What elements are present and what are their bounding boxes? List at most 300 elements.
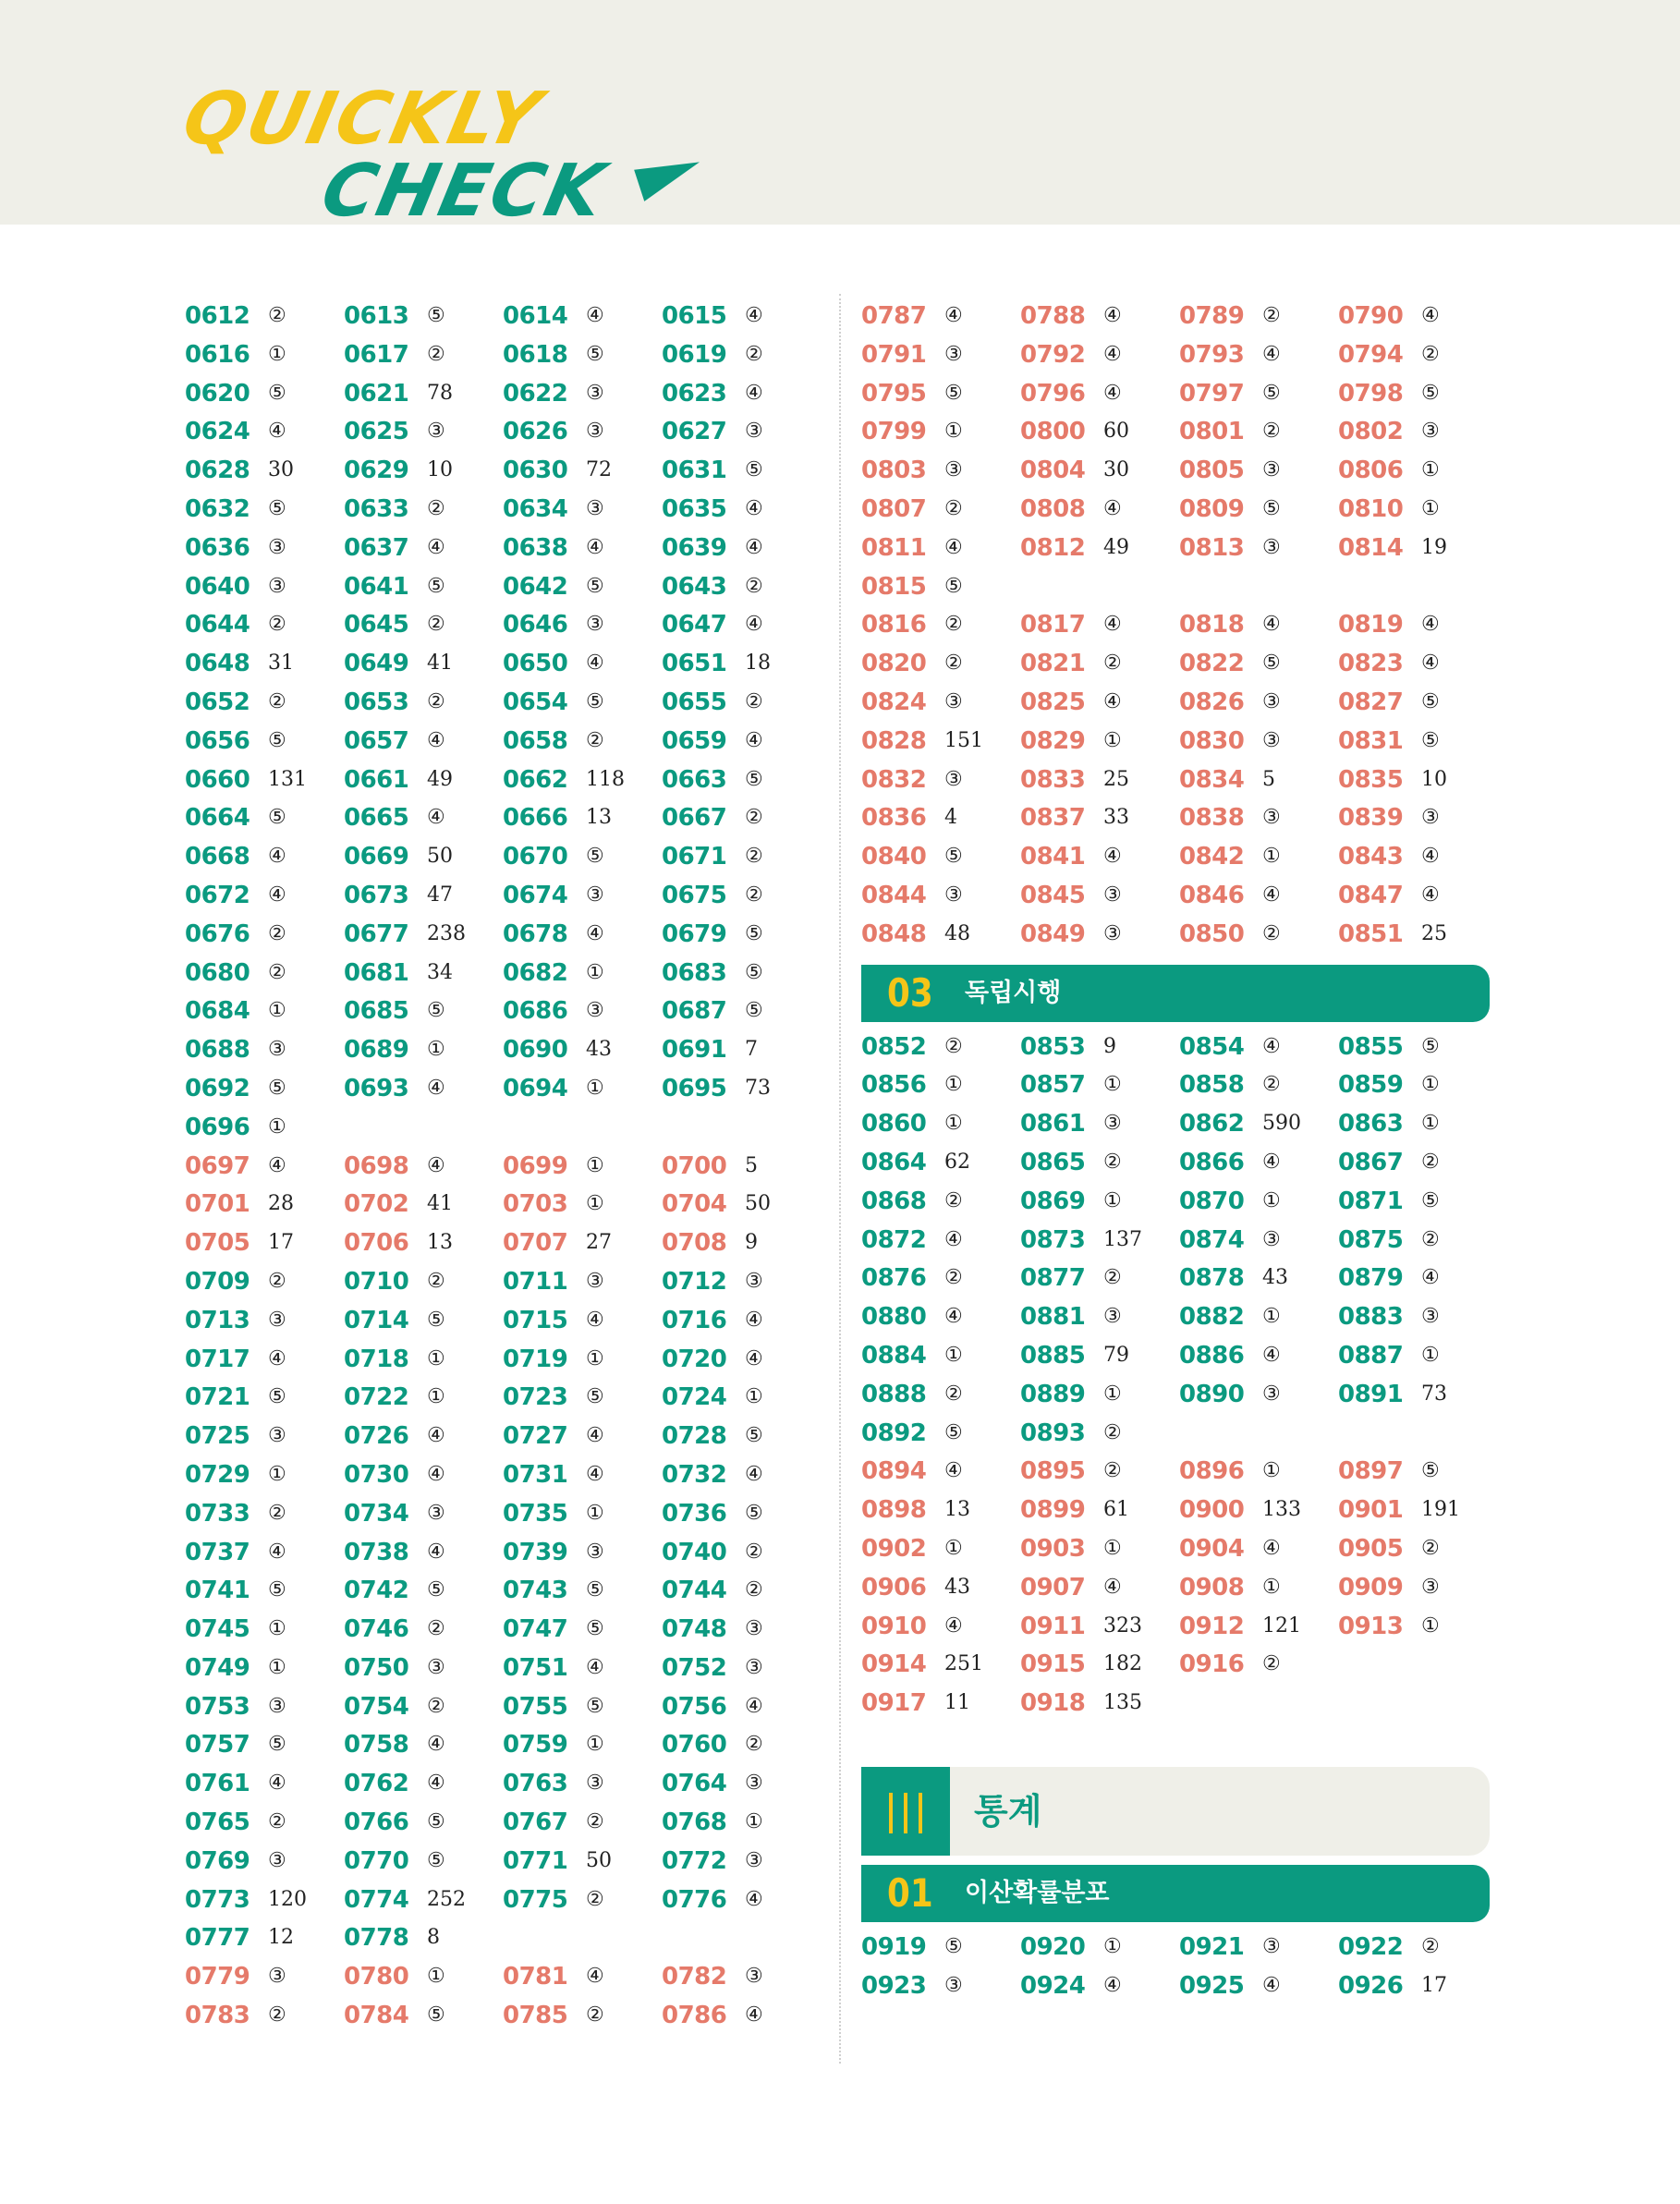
problem-number: 0905 xyxy=(1338,1534,1404,1563)
problem-number: 0613 xyxy=(344,302,409,330)
problem-number: 0878 xyxy=(1179,1264,1245,1293)
problem-number: 0747 xyxy=(503,1615,568,1644)
problem-number: 0681 xyxy=(344,958,409,987)
problem-number: 0896 xyxy=(1179,1457,1245,1486)
answer-value: ② xyxy=(1103,1459,1122,1483)
problem-number: 0680 xyxy=(185,958,250,987)
problem-number: 0679 xyxy=(662,919,727,948)
problem-number: 0686 xyxy=(503,997,568,1026)
problem-number: 0760 xyxy=(662,1731,727,1760)
problem-number: 0741 xyxy=(185,1577,250,1605)
problem-number: 0792 xyxy=(1020,340,1086,369)
answer-value: 4 xyxy=(944,806,957,830)
answer-row xyxy=(185,1922,813,1961)
answer-row xyxy=(861,455,1490,493)
problem-number: 0861 xyxy=(1020,1110,1086,1139)
answer-row xyxy=(861,841,1490,880)
chapter-background xyxy=(861,1767,1490,1856)
answer-row xyxy=(861,609,1490,648)
problem-number: 0761 xyxy=(185,1770,250,1798)
problem-number: 0900 xyxy=(1179,1496,1245,1525)
problem-number: 0645 xyxy=(344,611,409,639)
problem-number: 0730 xyxy=(344,1460,409,1489)
answer-value: 48 xyxy=(944,921,970,945)
answer-value: ② xyxy=(1421,1536,1440,1560)
problem-number: 0666 xyxy=(503,804,568,833)
answer-value: 120 xyxy=(268,1887,307,1911)
problem-number: 0685 xyxy=(344,997,409,1026)
answer-value: 49 xyxy=(427,767,453,791)
problem-number: 0654 xyxy=(503,688,568,716)
problem-number: 0780 xyxy=(344,1963,409,1991)
answer-value: ⑤ xyxy=(745,458,763,482)
problem-number: 0721 xyxy=(185,1383,250,1412)
answer-value: 30 xyxy=(1103,458,1129,482)
answer-value: ⑤ xyxy=(944,1420,963,1444)
answer-row xyxy=(185,1537,813,1576)
answer-value: ① xyxy=(268,342,286,366)
answer-value: 5 xyxy=(1262,767,1275,791)
problem-number: 0722 xyxy=(344,1383,409,1412)
problem-number: 0924 xyxy=(1020,1971,1086,2000)
answer-value: ① xyxy=(745,1385,763,1409)
answer-row xyxy=(185,378,813,417)
problem-number: 0762 xyxy=(344,1770,409,1798)
answer-value: ① xyxy=(1103,1382,1122,1406)
problem-number: 0713 xyxy=(185,1306,250,1334)
answer-value: ⑤ xyxy=(268,1076,286,1100)
problem-number: 0797 xyxy=(1179,379,1245,408)
problem-number: 0852 xyxy=(861,1032,927,1061)
problem-number: 0845 xyxy=(1020,881,1086,909)
answer-value: 7 xyxy=(745,1038,758,1062)
answer-value: ⑤ xyxy=(427,999,445,1023)
answer-row xyxy=(185,339,813,378)
problem-number: 0618 xyxy=(503,340,568,369)
answer-value: ④ xyxy=(944,535,963,559)
answer-value: ① xyxy=(1262,1459,1281,1483)
answer-value: ③ xyxy=(1262,1934,1281,1958)
problem-number: 0627 xyxy=(662,418,727,446)
answer-value: ④ xyxy=(427,1540,445,1564)
answer-value: ② xyxy=(268,2003,286,2027)
answer-value: 50 xyxy=(745,1192,771,1216)
problem-number: 0642 xyxy=(503,572,568,601)
answer-value: ④ xyxy=(427,1424,445,1448)
problem-number: 0849 xyxy=(1020,919,1086,948)
problem-number: 0876 xyxy=(861,1264,927,1293)
answer-value: 13 xyxy=(586,806,612,830)
problem-number: 0836 xyxy=(861,804,927,833)
problem-number: 0890 xyxy=(1179,1380,1245,1408)
answer-value: 31 xyxy=(268,651,294,676)
problem-number: 0728 xyxy=(662,1422,727,1451)
answer-row xyxy=(861,1418,1490,1456)
answer-value: ③ xyxy=(268,535,286,559)
problem-number: 0624 xyxy=(185,418,250,446)
answer-value: 12 xyxy=(268,1926,294,1950)
answer-value: 18 xyxy=(745,651,771,676)
problem-number: 0839 xyxy=(1338,804,1404,833)
problem-number: 0783 xyxy=(185,2002,250,2030)
problem-number: 0659 xyxy=(662,726,727,755)
answer-value: ④ xyxy=(268,845,286,869)
answer-value: ④ xyxy=(1421,651,1440,676)
problem-number: 0920 xyxy=(1020,1932,1086,1961)
answer-value: ⑤ xyxy=(427,1578,445,1602)
problem-number: 0700 xyxy=(662,1151,727,1180)
answer-row xyxy=(185,841,813,880)
problem-number: 0863 xyxy=(1338,1110,1404,1139)
answer-row xyxy=(185,1382,813,1420)
problem-number: 0907 xyxy=(1020,1573,1086,1601)
problem-number: 0831 xyxy=(1338,726,1404,755)
section-title: 독립시행 xyxy=(965,978,1062,1007)
answer-row xyxy=(861,571,1490,610)
answer-value: 118 xyxy=(586,767,625,791)
answer-value: ③ xyxy=(586,496,604,520)
answer-value: 72 xyxy=(586,458,612,482)
answer-value: ④ xyxy=(268,1153,286,1177)
problem-number: 0778 xyxy=(344,1924,409,1953)
problem-number: 0869 xyxy=(1020,1187,1086,1215)
answer-value: ④ xyxy=(1103,342,1122,366)
problem-number: 0647 xyxy=(662,611,727,639)
problem-number: 0648 xyxy=(185,650,250,678)
answer-value: ⑤ xyxy=(1421,1459,1440,1483)
answer-value: ⑤ xyxy=(427,1810,445,1834)
problem-number: 0895 xyxy=(1020,1457,1086,1486)
problem-number: 0696 xyxy=(185,1113,250,1141)
problem-number: 0807 xyxy=(861,494,927,523)
answer-row xyxy=(861,1687,1490,1726)
problem-number: 0682 xyxy=(503,958,568,987)
check-arrow-icon xyxy=(634,150,706,201)
answer-value: ④ xyxy=(944,1613,963,1638)
answer-value: ③ xyxy=(268,574,286,598)
answer-value: ⑤ xyxy=(745,999,763,1023)
problem-number: 0846 xyxy=(1179,881,1245,909)
answer-value: ② xyxy=(268,1501,286,1525)
column-divider xyxy=(839,294,841,2064)
answer-value: ① xyxy=(944,1536,963,1560)
answer-row xyxy=(861,1301,1490,1340)
problem-number: 0882 xyxy=(1179,1303,1245,1332)
problem-number: 0837 xyxy=(1020,804,1086,833)
problem-number: 0708 xyxy=(662,1229,727,1258)
answer-value: 251 xyxy=(944,1652,983,1676)
problem-number: 0750 xyxy=(344,1653,409,1682)
answer-value: 43 xyxy=(944,1575,970,1599)
problem-number: 0881 xyxy=(1020,1303,1086,1332)
problem-number: 0614 xyxy=(503,302,568,330)
problem-number: 0782 xyxy=(662,1963,727,1991)
answer-value: ③ xyxy=(1103,1305,1122,1329)
answer-value: ② xyxy=(745,574,763,598)
answer-row xyxy=(185,1652,813,1691)
answer-value: ④ xyxy=(586,1462,604,1486)
answer-value: ④ xyxy=(1103,845,1122,869)
answer-value: ③ xyxy=(1262,728,1281,752)
answer-value: ② xyxy=(944,496,963,520)
section-header xyxy=(861,965,1490,1022)
answer-value: ② xyxy=(1103,1150,1122,1174)
answer-value: ③ xyxy=(586,999,604,1023)
problem-number: 0771 xyxy=(503,1846,568,1875)
problem-number: 0880 xyxy=(861,1303,927,1332)
problem-number: 0897 xyxy=(1338,1457,1404,1486)
problem-number: 0829 xyxy=(1020,726,1086,755)
answer-value: ③ xyxy=(944,767,963,791)
answer-row xyxy=(185,764,813,803)
answer-row xyxy=(185,493,813,532)
problem-number: 0640 xyxy=(185,572,250,601)
problem-number: 0612 xyxy=(185,302,250,330)
problem-number: 0822 xyxy=(1179,650,1245,678)
answer-row xyxy=(185,1884,813,1923)
answer-value: ③ xyxy=(427,1501,445,1525)
problem-number: 0892 xyxy=(861,1419,927,1447)
answer-value: ④ xyxy=(586,651,604,676)
problem-number: 0800 xyxy=(1020,418,1086,446)
answer-row xyxy=(861,1031,1490,1070)
problem-number: 0748 xyxy=(662,1615,727,1644)
answer-value: ② xyxy=(1103,651,1122,676)
answer-value: ③ xyxy=(268,1848,286,1872)
problem-number: 0856 xyxy=(861,1071,927,1100)
answer-value: ③ xyxy=(586,613,604,637)
problem-number: 0865 xyxy=(1020,1148,1086,1176)
answer-value: ④ xyxy=(745,2003,763,2027)
problem-number: 0788 xyxy=(1020,302,1086,330)
problem-number: 0770 xyxy=(344,1846,409,1875)
answer-value: ④ xyxy=(1103,613,1122,637)
problem-number: 0727 xyxy=(503,1422,568,1451)
answer-value: ② xyxy=(268,960,286,984)
answer-value: ② xyxy=(1103,1420,1122,1444)
answer-value: ⑤ xyxy=(745,767,763,791)
answer-value: ① xyxy=(1421,1112,1440,1136)
answer-value: ③ xyxy=(1262,458,1281,482)
problem-number: 0718 xyxy=(344,1345,409,1373)
answer-row xyxy=(185,1575,813,1613)
problem-number: 0695 xyxy=(662,1074,727,1102)
answer-column-right xyxy=(861,300,1490,2008)
problem-number: 0817 xyxy=(1020,611,1086,639)
problem-number: 0641 xyxy=(344,572,409,601)
answer-value: ④ xyxy=(745,496,763,520)
problem-number: 0765 xyxy=(185,1808,250,1837)
answer-row xyxy=(185,1227,813,1266)
answer-value: ② xyxy=(944,1266,963,1290)
answer-value: ③ xyxy=(745,1848,763,1872)
answer-value: ② xyxy=(944,1382,963,1406)
problem-number: 0646 xyxy=(503,611,568,639)
problem-number: 0824 xyxy=(861,688,927,716)
answer-value: ① xyxy=(586,1346,604,1370)
answer-value: ② xyxy=(745,1540,763,1564)
answer-row xyxy=(861,1340,1490,1379)
problem-number: 0828 xyxy=(861,726,927,755)
answer-value: ② xyxy=(745,883,763,907)
answer-value: ④ xyxy=(268,1772,286,1796)
problem-number: 0615 xyxy=(662,302,727,330)
answer-value: ⑤ xyxy=(427,304,445,327)
answer-value: ② xyxy=(427,613,445,637)
answer-row xyxy=(861,1069,1490,1108)
numeral-stroke xyxy=(919,1793,922,1833)
answer-value: ④ xyxy=(1103,1973,1122,1997)
answer-row xyxy=(185,1034,813,1073)
section-number: 03 xyxy=(887,969,933,1016)
answer-value: ② xyxy=(745,342,763,366)
problem-number: 0735 xyxy=(503,1499,568,1528)
problem-number: 0841 xyxy=(1020,843,1086,871)
problem-number: 0650 xyxy=(503,650,568,678)
problem-number: 0903 xyxy=(1020,1534,1086,1563)
answer-value: ① xyxy=(586,1192,604,1216)
problem-number: 0774 xyxy=(344,1885,409,1914)
answer-value: ① xyxy=(586,1733,604,1757)
answer-value: ① xyxy=(1421,1613,1440,1638)
answer-row xyxy=(185,1768,813,1807)
problem-number: 0619 xyxy=(662,340,727,369)
answer-value: ⑤ xyxy=(268,806,286,830)
answer-value: ⑤ xyxy=(586,1694,604,1718)
answer-value: ③ xyxy=(1421,1575,1440,1599)
answer-value: ④ xyxy=(586,535,604,559)
problem-number: 0871 xyxy=(1338,1187,1404,1215)
answer-value: ② xyxy=(1421,1227,1440,1251)
problem-number: 0651 xyxy=(662,650,727,678)
answer-value: ① xyxy=(1103,728,1122,752)
answer-value: ④ xyxy=(1421,1266,1440,1290)
problem-number: 0699 xyxy=(503,1151,568,1180)
problem-number: 0916 xyxy=(1179,1650,1245,1679)
problem-number: 0731 xyxy=(503,1460,568,1489)
problem-number: 0893 xyxy=(1020,1419,1086,1447)
answer-value: ② xyxy=(1103,1266,1122,1290)
answer-value: ④ xyxy=(745,304,763,327)
answer-value: ② xyxy=(1262,1652,1281,1676)
answer-value: ③ xyxy=(268,1694,286,1718)
problem-number: 0889 xyxy=(1020,1380,1086,1408)
problem-number: 0660 xyxy=(185,765,250,794)
answer-value: 78 xyxy=(427,381,453,405)
answer-value: ② xyxy=(944,651,963,676)
answer-row xyxy=(185,1305,813,1344)
problem-number: 0775 xyxy=(503,1885,568,1914)
answer-value: ① xyxy=(427,1965,445,1989)
problem-number: 0677 xyxy=(344,919,409,948)
answer-row xyxy=(861,725,1490,764)
problem-number: 0821 xyxy=(1020,650,1086,678)
answer-value: ② xyxy=(427,689,445,713)
answer-value: ① xyxy=(427,1385,445,1409)
problem-number: 0842 xyxy=(1179,843,1245,871)
problem-number: 0662 xyxy=(503,765,568,794)
problem-number: 0693 xyxy=(344,1074,409,1102)
problem-number: 0691 xyxy=(662,1036,727,1065)
answer-value: ② xyxy=(268,304,286,327)
answer-value: ⑤ xyxy=(1421,381,1440,405)
problem-number: 0870 xyxy=(1179,1187,1245,1215)
answer-row xyxy=(861,1147,1490,1186)
answer-value: ④ xyxy=(427,1076,445,1100)
answer-value: ④ xyxy=(427,728,445,752)
problem-number: 0717 xyxy=(185,1345,250,1373)
answer-value: ⑤ xyxy=(586,1578,604,1602)
problem-number: 0746 xyxy=(344,1615,409,1644)
answer-value: 28 xyxy=(268,1192,294,1216)
problem-number: 0638 xyxy=(503,533,568,562)
problem-number: 0912 xyxy=(1179,1612,1245,1640)
answer-value: ④ xyxy=(427,806,445,830)
problem-number: 0726 xyxy=(344,1422,409,1451)
answer-value: ② xyxy=(586,2003,604,2027)
answer-row xyxy=(185,1151,813,1189)
answer-value: 25 xyxy=(1421,921,1447,945)
answer-value: 131 xyxy=(268,767,307,791)
answer-value: ① xyxy=(1421,1343,1440,1367)
problem-number: 0777 xyxy=(185,1924,250,1953)
problem-number: 0843 xyxy=(1338,843,1404,871)
problem-number: 0825 xyxy=(1020,688,1086,716)
answer-row xyxy=(185,1344,813,1382)
problem-number: 0742 xyxy=(344,1577,409,1605)
answer-row xyxy=(861,1611,1490,1650)
problem-number: 0811 xyxy=(861,533,927,562)
problem-number: 0689 xyxy=(344,1036,409,1065)
answer-value: ① xyxy=(268,1655,286,1679)
chapter-roman-numeral-icon xyxy=(861,1767,950,1856)
problem-number: 0753 xyxy=(185,1692,250,1721)
quickly-check-logo xyxy=(176,78,712,233)
answer-value: ① xyxy=(1262,1305,1281,1329)
answer-value: ① xyxy=(268,1462,286,1486)
answer-value: ② xyxy=(745,806,763,830)
answer-value: ④ xyxy=(1262,613,1281,637)
answer-value: ④ xyxy=(268,1540,286,1564)
problem-number: 0710 xyxy=(344,1267,409,1296)
answer-value: ① xyxy=(1262,1575,1281,1599)
answer-value: ④ xyxy=(586,304,604,327)
problem-number: 0904 xyxy=(1179,1534,1245,1563)
answer-row xyxy=(861,1931,1490,1970)
problem-number: 0655 xyxy=(662,688,727,716)
answer-value: ④ xyxy=(1262,1150,1281,1174)
answer-row xyxy=(861,1572,1490,1611)
problem-number: 0743 xyxy=(503,1577,568,1605)
section-number: 01 xyxy=(887,1869,933,1916)
answer-value: 121 xyxy=(1262,1613,1301,1638)
answer-value: ③ xyxy=(586,883,604,907)
answer-value: ① xyxy=(1421,458,1440,482)
answer-row xyxy=(861,532,1490,571)
answer-value: ③ xyxy=(1103,883,1122,907)
problem-number: 0781 xyxy=(503,1963,568,1991)
answer-value: 135 xyxy=(1103,1691,1142,1715)
problem-number: 0773 xyxy=(185,1885,250,1914)
problem-number: 0902 xyxy=(861,1534,927,1563)
problem-number: 0913 xyxy=(1338,1612,1404,1640)
problem-number: 0862 xyxy=(1179,1110,1245,1139)
answer-value: ③ xyxy=(268,1424,286,1448)
problem-number: 0705 xyxy=(185,1229,250,1258)
problem-number: 0914 xyxy=(861,1650,927,1679)
answer-value: ② xyxy=(586,728,604,752)
problem-number: 0756 xyxy=(662,1692,727,1721)
